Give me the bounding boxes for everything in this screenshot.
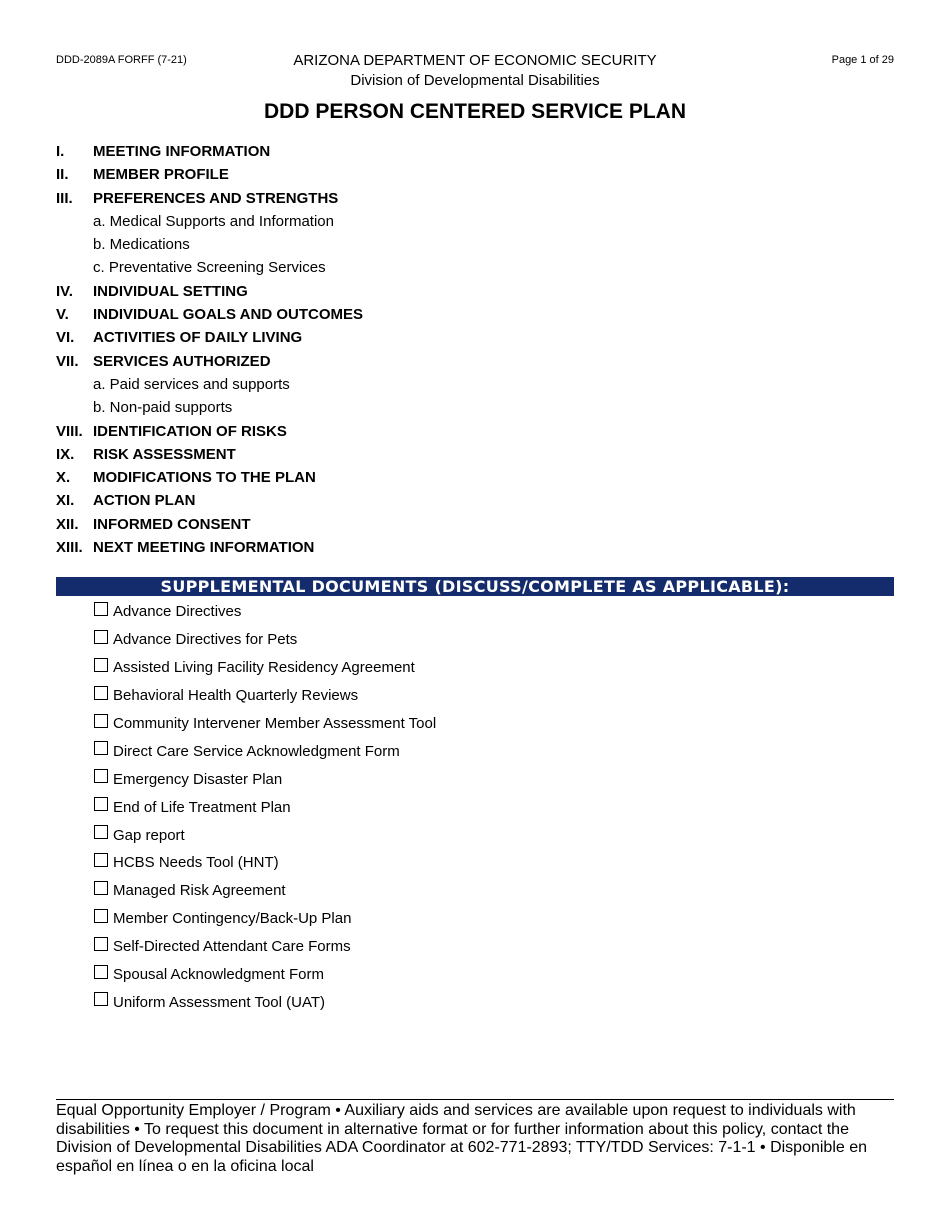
toc-label: NEXT MEETING INFORMATION	[93, 539, 315, 557]
supplemental-item	[94, 626, 894, 654]
supplemental-item	[94, 793, 894, 821]
checkbox[interactable]	[94, 658, 108, 672]
supplemental-item-label: End of Life Treatment Plan	[113, 798, 291, 816]
checkbox[interactable]	[94, 965, 108, 979]
supplemental-item	[94, 961, 894, 989]
toc-label: PREFERENCES AND STRENGTHS	[93, 189, 339, 207]
checkbox[interactable]	[94, 686, 108, 700]
supplemental-item-label: Behavioral Health Quarterly Reviews	[113, 687, 359, 705]
checkbox[interactable]	[94, 769, 108, 783]
toc-label: b. Medications	[93, 236, 190, 254]
supplemental-item-label: Emergency Disaster Plan	[113, 770, 283, 788]
supplemental-item	[94, 877, 894, 905]
toc-item	[56, 350, 896, 373]
form-id: DDD-2089A FORFF (7-21)	[56, 54, 187, 66]
toc-number: IX.	[56, 445, 75, 463]
toc-number: V.	[56, 306, 69, 324]
supplemental-item-label: Uniform Assessment Tool (UAT)	[113, 993, 325, 1011]
supplemental-item	[94, 905, 894, 933]
supplemental-item-label: Spousal Acknowledgment Form	[113, 966, 324, 984]
checkbox[interactable]	[94, 797, 108, 811]
supplemental-item-label: Advance Directives	[113, 603, 242, 621]
footer-notice: Equal Opportunity Employer / Program • Auxiliary aids and services are available upon request to individuals with disabilities • To request this document in alternative format or for further information about this policy, contact the Division of Developmental Disabilities ADA Coordinator at 602-771-2893; TTY/TDD Services: 7-1-1 • Disponible en español en línea o en la oficina local	[56, 1102, 868, 1175]
checkbox[interactable]	[94, 741, 108, 755]
toc-label: ACTIVITIES OF DAILY LIVING	[93, 329, 303, 347]
supplemental-item	[94, 849, 894, 877]
supplemental-item	[94, 933, 894, 961]
toc-label: INDIVIDUAL GOALS AND OUTCOMES	[93, 306, 364, 324]
toc-number: II.	[56, 166, 69, 184]
toc-label: b. Non-paid supports	[93, 399, 233, 417]
toc-label: a. Medical Supports and Information	[93, 212, 334, 230]
toc-item	[56, 140, 896, 163]
footer-divider	[56, 1099, 894, 1100]
checkbox[interactable]	[94, 937, 108, 951]
agency-name: ARIZONA DEPARTMENT OF ECONOMIC SECURITY	[293, 52, 657, 69]
toc-item	[56, 326, 896, 349]
page-number: Page 1 of 29	[831, 54, 894, 66]
toc-label: SERVICES AUTHORIZED	[93, 352, 271, 370]
table-of-contents	[56, 140, 896, 559]
supplemental-item	[94, 654, 894, 682]
toc-item	[56, 489, 896, 512]
toc-label: INFORMED CONSENT	[93, 515, 251, 533]
supplemental-item-label: Direct Care Service Acknowledgment Form	[113, 742, 400, 760]
supplemental-item	[94, 682, 894, 710]
checkbox[interactable]	[94, 881, 108, 895]
toc-subitem	[56, 210, 896, 233]
supplemental-heading: SUPPLEMENTAL DOCUMENTS (DISCUSS/COMPLETE AS APPLICABLE):	[56, 577, 894, 596]
page-title: DDD PERSON CENTERED SERVICE PLAN	[263, 100, 686, 123]
toc-number: I.	[56, 143, 65, 160]
toc-subitem	[56, 396, 896, 419]
toc-number: VIII.	[56, 422, 83, 440]
supplemental-item-label: Self-Directed Attendant Care Forms	[113, 938, 351, 956]
supplemental-item-label: HCBS Needs Tool (HNT)	[113, 854, 279, 872]
checkbox[interactable]	[94, 714, 108, 728]
toc-number: X.	[56, 469, 71, 487]
supplemental-item	[94, 598, 894, 626]
toc-item	[56, 163, 896, 186]
toc-number: VII.	[56, 352, 79, 370]
toc-item	[56, 187, 896, 210]
toc-label: ACTION PLAN	[93, 492, 196, 510]
toc-number: XIII.	[56, 539, 83, 557]
toc-item	[56, 303, 896, 326]
toc-number: XII.	[56, 515, 79, 533]
supplemental-item-label: Community Intervener Member Assessment Tool	[113, 715, 437, 732]
supplemental-item	[94, 988, 894, 1016]
supplemental-item	[94, 821, 894, 849]
supplemental-item-label: Gap report	[113, 826, 185, 844]
toc-label: a. Paid services and supports	[93, 375, 290, 393]
toc-item	[56, 466, 896, 489]
checkbox[interactable]	[94, 825, 108, 839]
toc-item	[56, 536, 896, 559]
checkbox[interactable]	[94, 992, 108, 1006]
toc-item	[56, 420, 896, 443]
supplemental-item-label: Managed Risk Agreement	[113, 882, 286, 900]
toc-subitem	[56, 373, 896, 396]
supplemental-item-label: Advance Directives for Pets	[113, 631, 298, 649]
checkbox[interactable]	[94, 853, 108, 867]
toc-item	[56, 443, 896, 466]
toc-number: III.	[56, 189, 73, 207]
toc-subitem	[56, 233, 896, 256]
supplemental-item-label: Member Contingency/Back-Up Plan	[113, 910, 352, 928]
toc-label: MEETING INFORMATION	[93, 143, 271, 160]
supplemental-item	[94, 765, 894, 793]
checkbox[interactable]	[94, 602, 108, 616]
toc-label: MODIFICATIONS TO THE PLAN	[93, 469, 316, 487]
division-name: Division of Developmental Disabilities	[350, 72, 600, 89]
toc-label: IDENTIFICATION OF RISKS	[93, 422, 287, 440]
checkbox[interactable]	[94, 630, 108, 644]
toc-number: VI.	[56, 329, 75, 347]
supplemental-item	[94, 710, 894, 738]
supplemental-item	[94, 737, 894, 765]
toc-label: INDIVIDUAL SETTING	[93, 282, 248, 300]
toc-label: MEMBER PROFILE	[93, 166, 229, 184]
supplemental-list	[94, 598, 894, 1016]
toc-label: c. Preventative Screening Services	[93, 259, 326, 277]
toc-subitem	[56, 256, 896, 279]
checkbox[interactable]	[94, 909, 108, 923]
toc-number: IV.	[56, 282, 73, 300]
toc-item	[56, 280, 896, 303]
toc-label: RISK ASSESSMENT	[93, 445, 236, 463]
supplemental-item-label: Assisted Living Facility Residency Agreement	[113, 659, 415, 677]
toc-number: XI.	[56, 492, 75, 510]
toc-item	[56, 513, 896, 536]
